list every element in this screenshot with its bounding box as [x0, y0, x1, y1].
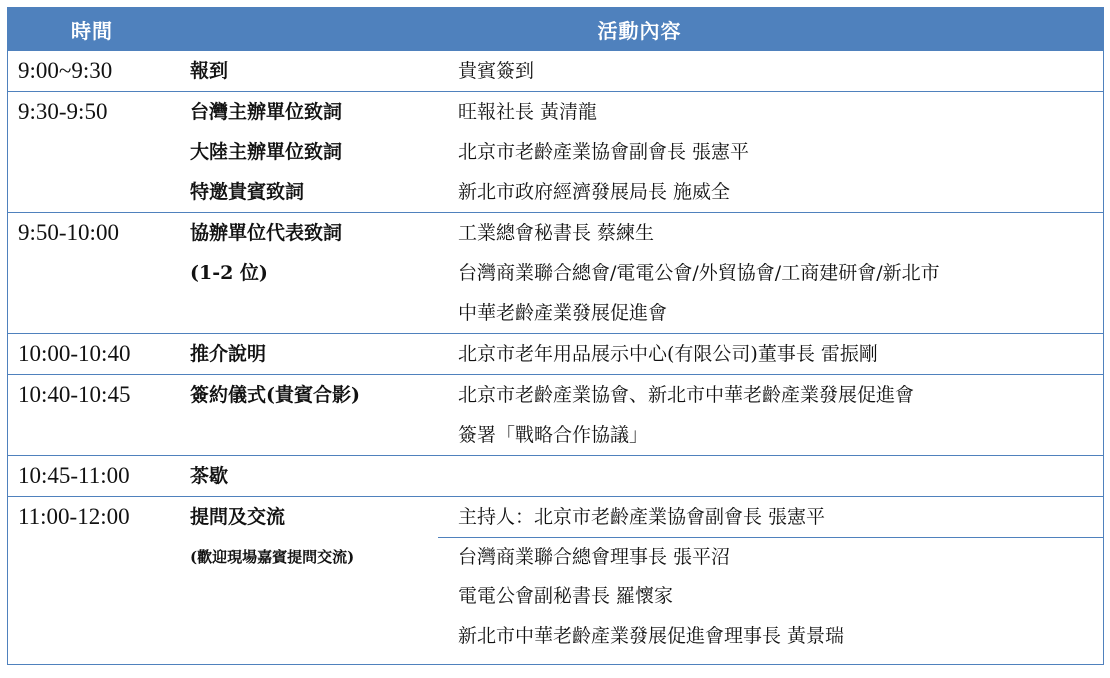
table-row [8, 334, 1103, 375]
agenda-detail: 旺報社長 黃清龍 [458, 101, 598, 123]
agenda-detail: 中華老齡產業發展促進會 [458, 302, 668, 324]
header-content: 活動內容 [176, 8, 1103, 51]
time-slot: 10:45-11:00 [18, 463, 130, 488]
table-row [8, 213, 1103, 334]
agenda-item: 大陸主辦單位致詞 [190, 141, 343, 163]
agenda-detail: 台灣商業聯合總會/電電公會/外貿協會/工商建研會/新北市 [458, 262, 940, 284]
header-row [8, 8, 1103, 51]
agenda-item: 簽約儀式(貴賓合影) [190, 384, 360, 406]
agenda-detail: 北京市老齡產業協會副會長 張憲平 [458, 141, 750, 163]
agenda-item: 提問及交流 [190, 506, 286, 528]
agenda-item: 推介說明 [190, 343, 267, 365]
time-slot: 9:30-9:50 [18, 99, 108, 124]
table-row [8, 375, 1103, 456]
agenda-item: 茶歇 [190, 465, 229, 487]
table-row [8, 51, 1103, 92]
time-slot: 9:50-10:00 [18, 220, 119, 245]
agenda-detail: 電電公會副秘書長 羅懷家 [458, 585, 674, 607]
agenda-item: 協辦單位代表致詞 [190, 222, 343, 244]
time-slot: 10:00-10:40 [18, 341, 131, 366]
agenda-host: 主持人：北京市老齡產業協會副會長 張憲平 [458, 506, 826, 528]
agenda-detail-empty [458, 456, 1103, 496]
header-time: 時間 [8, 8, 176, 51]
agenda-item: 特邀貴賓致詞 [190, 181, 305, 203]
time-slot: 10:40-10:45 [18, 382, 131, 407]
agenda-detail: 簽署「戰略合作協議」 [458, 424, 649, 446]
agenda-detail: 工業總會秘書長 蔡練生 [458, 222, 655, 244]
table-row [8, 92, 1103, 213]
agenda-detail: 新北市中華老齡產業發展促進會理事長 黃景瑞 [458, 625, 845, 647]
agenda-item: 報到 [190, 60, 229, 82]
table-row [8, 456, 1103, 497]
agenda-table-frame [7, 7, 1104, 665]
agenda-detail: 新北市政府經濟發展局長 施威全 [458, 181, 731, 203]
agenda-item-note: (歡迎現場嘉賓提問交流) [190, 548, 355, 566]
agenda-detail: 貴賓簽到 [458, 60, 535, 82]
agenda-table [8, 8, 1103, 656]
table-row [8, 497, 1103, 657]
agenda-item: (1-2 位) [190, 262, 268, 284]
time-slot: 11:00-12:00 [18, 504, 130, 529]
agenda-detail: 台灣商業聯合總會理事長 張平沼 [458, 546, 731, 568]
agenda-detail: 北京市老齡產業協會、新北市中華老齡產業發展促進會 [458, 384, 915, 406]
agenda-item: 台灣主辦單位致詞 [190, 101, 343, 123]
agenda-detail: 北京市老年用品展示中心(有限公司)董事長 雷振剛 [458, 343, 878, 365]
time-slot: 9:00~9:30 [18, 58, 113, 83]
